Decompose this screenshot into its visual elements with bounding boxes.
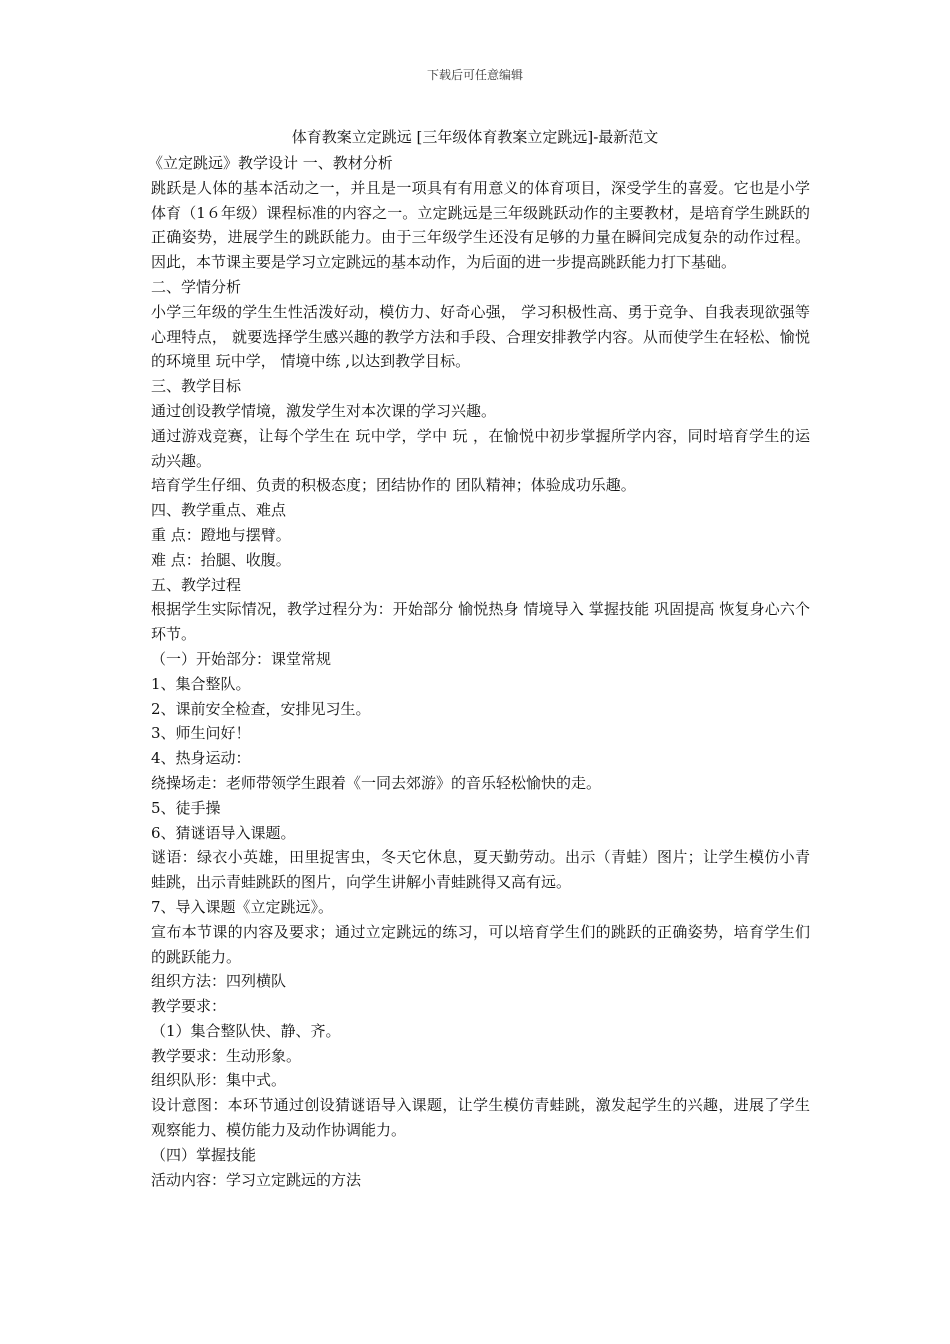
section-heading: 二、学情分析 — [151, 277, 242, 296]
list-item: 1、集合整队。 — [151, 674, 251, 693]
section-heading: 《立定跳远》教学设计 一、教材分析 — [148, 154, 393, 172]
section-heading: 四、教学重点、难点 — [151, 501, 287, 520]
section-heading: 三、教学目标 — [151, 377, 242, 396]
body-paragraph: 小学三年级的学生生性活泼好动，模仿力、好奇心强， 学习积极性高、勇于竞争、自我表现欲强等心理特点， 就要选择学生感兴趣的教学方法和手段、合理安排教学内容。从而使学生在轻松、愉悦的环境里 玩中学， 情境中练 ,以达到教学目标。 — [151, 302, 810, 371]
body-paragraph: 重 点：蹬地与摆臂。 — [151, 525, 291, 544]
body-paragraph: 培育学生仔细、负责的积极态度；团结协作的 团队精神；体验成功乐趣。 — [151, 476, 636, 495]
subsection-heading: （一）开始部分：课堂常规 — [151, 649, 332, 668]
body-paragraph: 通过游戏竞赛，让每个学生在 玩中学，学中 玩 ，在愉悦中初步掌握所学内容，同时培育学生的运动兴趣。 — [151, 426, 810, 470]
body-paragraph: 教学要求：生动形象。 — [151, 1046, 302, 1065]
body-paragraph: 通过创设教学情境，激发学生对本次课的学习兴趣。 — [151, 401, 497, 420]
list-item: 7、导入课题《立定跳远》。 — [151, 897, 334, 916]
list-item: 5、徒手操 — [151, 798, 221, 817]
list-item: 4、热身运动： — [151, 749, 251, 768]
section-heading: 五、教学过程 — [151, 575, 242, 594]
body-paragraph: 组织队形：集中式。 — [151, 1071, 287, 1090]
body-paragraph: 活动内容：学习立定跳远的方法 — [151, 1170, 362, 1189]
body-paragraph: 教学要求： — [151, 997, 227, 1016]
body-paragraph: 宣布本节课的内容及要求；通过立定跳远的练习，可以培育学生们的跳跃的正确姿势，培育学生们的跳跃能力。 — [151, 922, 810, 966]
body-paragraph: 跳跃是人体的基本活动之一，并且是一项具有有用意义的体育项目，深受学生的喜爱。它也是小学体育（1６年级）课程标准的内容之一。立定跳远是三年级跳跃动作的主要教材，是培育学生跳跃的正确姿势，进展学生的跳跃能力。由于三年级学生还没有足够的力量在瞬间完成复杂的动作过程。因此，本节课主要是学习立定跳远的基本动作，为后面的进一步提高跳跃能力打下基础。 — [151, 178, 810, 272]
body-paragraph: 难 点：抬腿、收腹。 — [151, 550, 291, 569]
body-paragraph: 谜语：绿衣小英雄，田里捉害虫，冬天它休息，夏天勤劳动。出示（青蛙）图片；让学生模仿小青蛙跳，出示青蛙跳跃的图片，向学生讲解小青蛙跳得又高有远。 — [151, 848, 810, 892]
list-item: 6、猜谜语导入课题。 — [151, 823, 296, 842]
list-item: （1）集合整队快、静、齐。 — [151, 1021, 341, 1040]
body-paragraph: 组织方法：四列横队 — [151, 972, 287, 991]
list-item: 2、课前安全检查，安排见习生。 — [151, 699, 371, 718]
document-body — [148, 151, 810, 1192]
document-title: 体育教案立定跳远 [三年级体育教案立定跳远]-最新范文 — [291, 128, 659, 146]
body-paragraph: 设计意图：本环节通过创设猜谜语导入课题，让学生模仿青蛙跳，激发起学生的兴趣，进展了学生观察能力、模仿能力及动作协调能力。 — [151, 1096, 810, 1140]
page-header-note: 下载后可任意编辑 — [426, 68, 523, 82]
body-paragraph: 根据学生实际情况，教学过程分为：开始部分 愉悦热身 情境导入 掌握技能 巩固提高 恢复身心六个环节。 — [151, 600, 810, 644]
list-item: 3、师生问好！ — [151, 724, 251, 743]
body-paragraph: 绕操场走：老师带领学生跟着《一同去郊游》的音乐轻松愉快的走。 — [151, 773, 602, 792]
subsection-heading: （四）掌握技能 — [151, 1145, 257, 1164]
